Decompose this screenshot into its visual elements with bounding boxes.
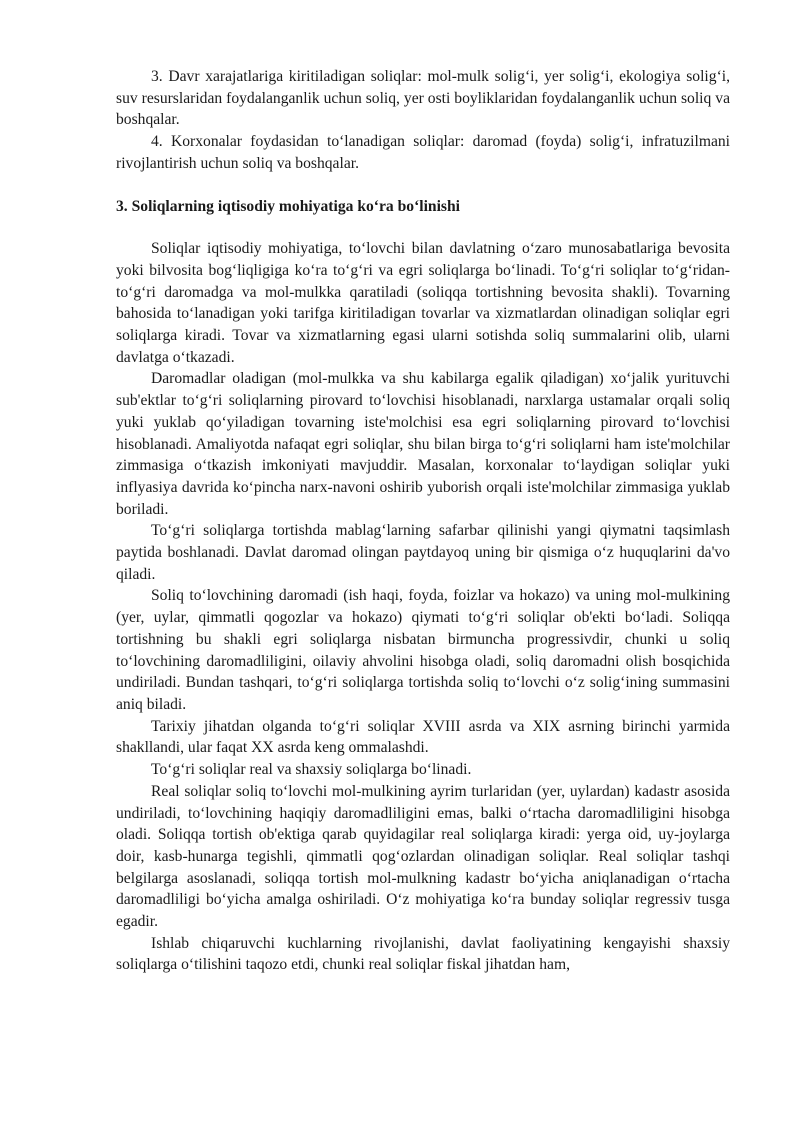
paragraph: Tarixiy jihatdan olganda to‘g‘ri soliqlar XVIII asrda va XIX asrning birinchi yarmida shakllandi, ular faqat XX asrda keng ommalashdi. [116,717,730,757]
paragraph: 4. Korxonalar foydasidan to‘lanadigan soliqlar: daromad (foyda) solig‘i, infratuzilmani rivojlantirish uchun soliq va boshqalar. [116,133,730,172]
paragraph: 3. Davr xarajatlariga kiritiladigan soliqlar: mol-mulk solig‘i, yer solig‘i, ekologiya solig‘i, suv resurslaridan foydalanganlik uchun soliq, yer osti boyliklaridan foydalanganlik uchun soliq va boshqalar. [116,68,730,129]
section-heading: 3. Soliqlarning iqtisodiy mohiyatiga ko‘ra bo‘linishi [116,197,461,215]
paragraph: Soliqlar iqtisodiy mohiyatiga, to‘lovchi bilan davlatning o‘zaro munosabatlariga bevosita yoki bilvosita bog‘liqligiga ko‘ra to‘g‘ri va egri soliqlarga bo‘linadi. To‘g‘ri soliqlar to‘g‘ridan-to‘g‘ri daromadga va mol-mulkka qaratiladi (soliqqa tortishning bevosita shakli). Tovarning bahosida to‘lanadigan yoki tarifga kiritiladigan tovarlar va xizmatlardan olinadigan soliqlar egri soliqlarga kiradi. Tovar va xizmatlarning egasi ularni sotishda soliq summalarini olib, ularni davlatga o‘tkazadi. [116,240,730,366]
paragraph: To‘g‘ri soliqlar real va shaxsiy soliqlarga bo‘linadi. [151,761,472,779]
paragraph: Real soliqlar soliq to‘lovchi mol-mulkining ayrim turlaridan (yer, uylardan) kadastr asosida undiriladi, to‘lovchining haqiqiy daromadliligini emas, balki o‘rtacha daromadliligini hisobga oladi. Soliqqa tortish ob'ektiga qarab quyidagilar real soliqlarga kiradi: yerga oid, uy-joylarga doir, kasb-hunarga tegishli, qimmatli qog‘ozlardan olinadigan soliqlar. Real soliqlar tashqi belgilarga asoslanadi, soliqqa tortish mol-mulkning kadastr bo‘yicha aniqlanadigan o‘rtacha daromadliligi bo‘yicha amalga oshiriladi. O‘z mohiyatiga ko‘ra bunday soliqlar regressiv tusga egadir. [116,782,730,931]
paragraph: Ishlab chiqaruvchi kuchlarning rivojlanishi, davlat faoliyatining kengayishi shaxsiy soliqlarga o‘tilishini taqozo etdi, chunki real soliqlar fiskal jihatdan ham, [116,934,730,974]
paragraph: Daromadlar oladigan (mol-mulkka va shu kabilarga egalik qiladigan) xo‘jalik yurituvchi sub'ektlar to‘g‘ri soliqlarning pirovard to‘lovchisi hisoblanadi, narxlarga ustamalar orqali soliq yuki yuklab qo‘yiladigan tovarning iste'molchisi esa egri soliqlarning pirovard to‘lovchisi hisoblanadi. Amaliyotda nafaqat egri soliqlar, shu bilan birga to‘g‘ri soliqlarni ham iste'molchilar zimmasiga o‘tkazish imkoniyati mavjuddir. Masalan, korxonalar to‘laydigan soliqlar yuki inflyasiya davrida ko‘pincha narx-navoni oshirib yuborish orqali iste'molchilar zimmasiga yuklab boriladi. [116,370,730,518]
paragraph: To‘g‘ri soliqlarga tortishda mablag‘larning safarbar qilinishi yangi qiymatni taqsimlash paytida boshlanadi. Davlat daromad olingan paytdayoq uning bir qismiga o‘z huquqlarini da'vo qiladi. [116,522,730,583]
paragraph: Soliq to‘lovchining daromadi (ish haqi, foyda, foizlar va hokazo) va uning mol-mulkining (yer, uylar, qimmatli qogozlar va hokazo) qiymati to‘g‘ri soliqlar ob'ekti bo‘ladi. Soliqqa tortishning bu shakli egri soliqlarga nisbatan birmuncha progressivdir, chunki u soliq to‘lovchining daromadliligini, oilaviy ahvolini hisobga oladi, soliq daromadni olish bosqichida undiriladi. Bundan tashqari, to‘g‘ri soliqlarga tortishda soliq to‘lovchi o‘z solig‘ining summasini aniq biladi. [116,587,730,713]
